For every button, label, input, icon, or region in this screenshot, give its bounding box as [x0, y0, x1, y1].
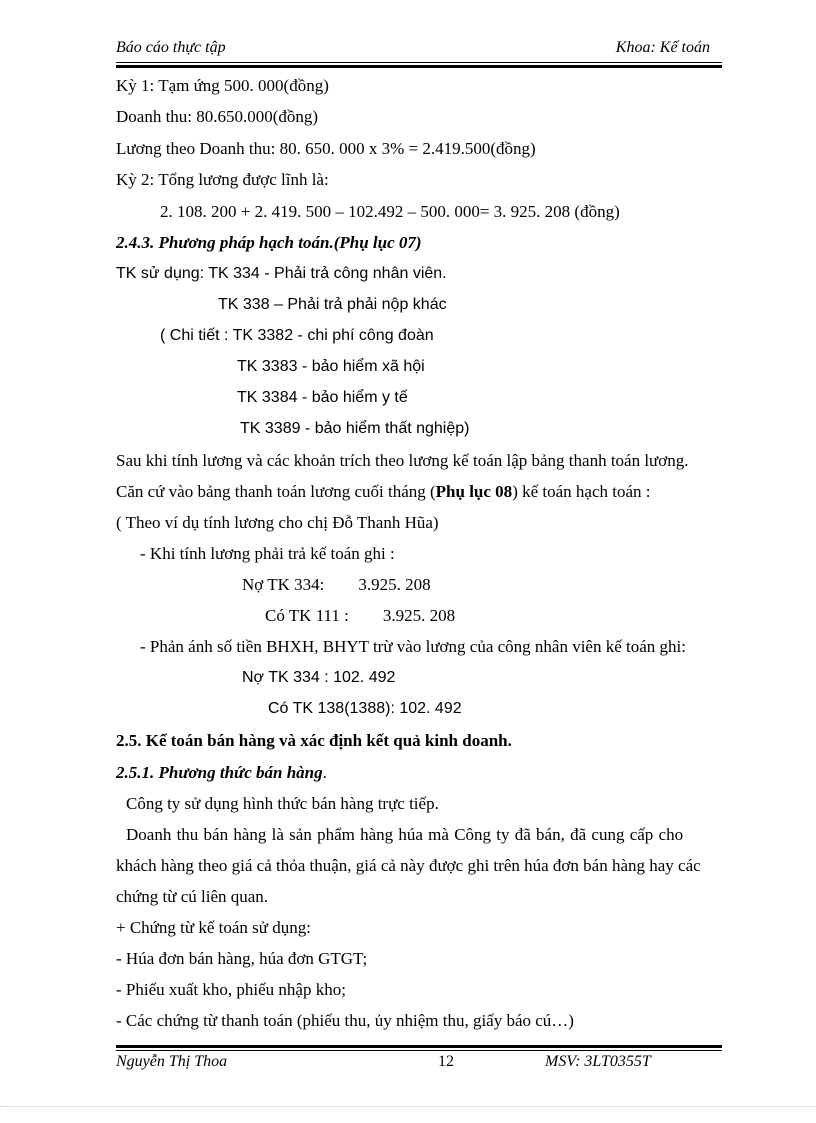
text-line: Có TK 138(1388): 102. 492: [268, 700, 462, 717]
text-line: TK sử dụng: TK 334 - Phải trả công nhân viên.: [116, 265, 447, 282]
text-line: - Phản ánh số tiền BHXH, BHYT trừ vào lương của công nhân viên kế toán ghi:: [140, 637, 686, 656]
text-line: TK 3389 - bảo hiểm thất nghiệp): [240, 420, 470, 437]
footer-student-id: MSV: 3LT0355T: [545, 1053, 651, 1070]
text-line: ( Theo ví dụ tính lương cho chị Đỗ Thanh Hũa): [116, 513, 439, 532]
text-line: TK 338 – Phải trả phải nộp khác: [218, 296, 447, 313]
text-line: + Chứng từ kế toán sử dụng:: [116, 918, 311, 937]
text-line: TK 3383 - bảo hiểm xã hội: [237, 358, 425, 375]
subsection-title: 2.5.1. Phương thức bán hàng: [116, 763, 323, 782]
appendix-ref: Phụ lục 08: [435, 482, 513, 501]
text-line: Nợ TK 334 : 102. 492: [242, 669, 396, 686]
header-right: Khoa: Kế toán: [615, 39, 710, 56]
text-line: [116, 482, 651, 502]
header-rule-thin: [116, 62, 722, 63]
header-rule-thick: [116, 65, 722, 68]
text-line: TK 3384 - bảo hiểm y tế: [237, 389, 408, 406]
page-header: [116, 39, 722, 61]
section-heading: 2.4.3. Phương pháp hạch toán.(Phụ lục 07): [116, 233, 422, 252]
section-heading: 2.5. Kế toán bán hàng và xác định kết quả kinh doanh.: [116, 731, 512, 750]
text-line: - Các chứng từ thanh toán (phiếu thu, ủy nhiệm thu, giấy báo cú…): [116, 1011, 574, 1030]
page-edge-divider: [0, 1106, 816, 1107]
text-line: khách hàng theo giá cả thỏa thuận, giá cả này được ghi trên húa đơn bán hàng hay các: [116, 856, 701, 875]
footer-author: Nguyễn Thị Thoa: [116, 1053, 228, 1070]
text-line: Doanh thu bán hàng là sản phẩm hàng húa mà Công ty đã bán, đã cung cấp cho: [126, 825, 684, 844]
text-line: Lương theo Doanh thu: 80. 650. 000 x 3% = 2.419.500(đồng): [116, 139, 536, 158]
text-line: Có TK 111 : 3.925. 208: [265, 606, 456, 625]
text-line: Sau khi tính lương và các khoản trích theo lương kế toán lập bảng thanh toán lương.: [116, 451, 689, 470]
section-heading: [116, 763, 327, 783]
text-line: Nợ TK 334: 3.925. 208: [242, 575, 431, 594]
text-line: - Húa đơn bán hàng, húa đơn GTGT;: [116, 949, 368, 968]
footer-rule-thick: [116, 1045, 722, 1048]
text-line: Công ty sử dụng hình thức bán hàng trực tiếp.: [126, 794, 439, 813]
text-span: ) kế toán hạch toán :: [512, 482, 651, 501]
text-line: - Phiếu xuất kho, phiếu nhập kho;: [116, 980, 346, 999]
text-span: Căn cứ vào bảng thanh toán lương cuối tháng (: [116, 482, 436, 501]
text-line: Kỳ 1: Tạm ứng 500. 000(đồng): [116, 76, 329, 95]
text-line: Doanh thu: 80.650.000(đồng): [116, 107, 319, 126]
text-line: - Khi tính lương phải trả kế toán ghi :: [140, 544, 395, 563]
text-line: ( Chi tiết : TK 3382 - chi phí công đoàn: [160, 327, 434, 344]
text-span: .: [322, 763, 327, 782]
text-line: chứng từ cú liên quan.: [116, 887, 269, 906]
text-line: 2. 108. 200 + 2. 419. 500 – 102.492 – 500. 000= 3. 925. 208 (đồng): [160, 202, 620, 221]
header-left: Báo cáo thực tập: [116, 39, 226, 56]
footer-page-number: 12: [438, 1053, 454, 1070]
footer-rule-thin: [116, 1050, 722, 1051]
text-line: Kỳ 2: Tổng lương được lĩnh là:: [116, 170, 329, 189]
